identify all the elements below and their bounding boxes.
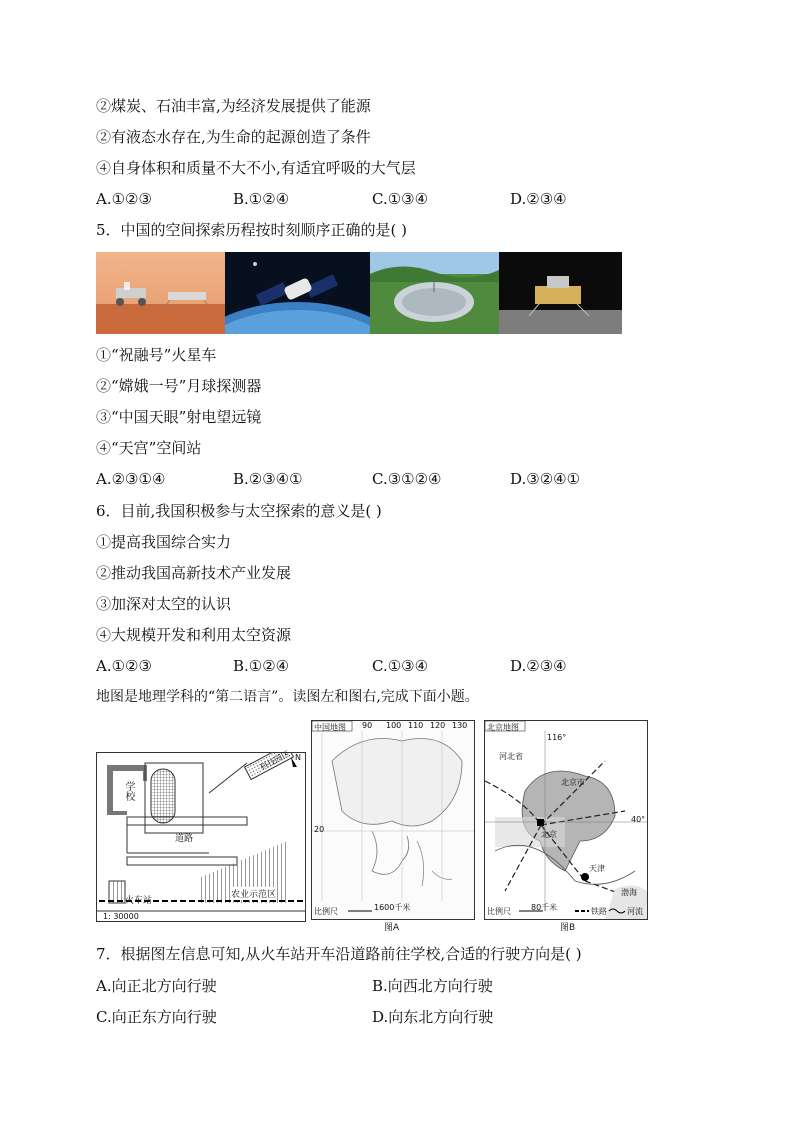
- map-a-title: 中国地图: [314, 723, 346, 732]
- map-a-lon-110: 110: [408, 721, 424, 730]
- q7-stem: 7．根据图左信息可知,从火车站开车沿道路前往学校,合适的行驶方向是( ): [96, 945, 582, 963]
- prev-option-c: C.①③④: [372, 190, 429, 208]
- map-b-bohai: 渤海: [621, 888, 637, 897]
- lunar-probe-photo: [499, 252, 622, 334]
- q5-item-4: ④“天宫”空间站: [96, 439, 202, 457]
- q7-option-a: A.向正北方向行驶: [96, 977, 217, 995]
- map-a-scale-label: 比例尺: [314, 907, 338, 916]
- agri-label: 农业示范区: [231, 887, 276, 900]
- q6-option-b: B.①②④: [233, 657, 290, 675]
- q5-option-c: C.③①②④: [372, 470, 442, 488]
- prev-item-1: ②煤炭、石油丰富,为经济发展提供了能源: [96, 97, 371, 115]
- beijing-map: [484, 720, 648, 920]
- scale-label: 1: 30000: [103, 912, 139, 921]
- q5-option-d: D.③②④①: [510, 470, 581, 488]
- map-b-beijing: 北京: [541, 830, 557, 839]
- map-b-tianjin: 天津: [589, 864, 605, 873]
- q6-option-d: D.②③④: [510, 657, 567, 675]
- q6-item-1: ①提高我国综合实力: [96, 533, 232, 551]
- map-b-lat: 40°: [631, 815, 646, 824]
- prev-option-b: B.①②④: [233, 190, 290, 208]
- map-a-caption: 图A: [384, 923, 400, 933]
- map-a-lon-100: 100: [386, 721, 402, 730]
- map-b-hebei: 河北省: [499, 752, 523, 761]
- map-a-lon-90: 90: [362, 721, 373, 730]
- space-station-photo: [225, 252, 370, 334]
- q6-item-4: ④大规模开发和利用太空资源: [96, 626, 292, 644]
- q6-option-c: C.①③④: [372, 657, 429, 675]
- north-label: N: [295, 753, 301, 762]
- q7-option-d: D.向东北方向行驶: [372, 1008, 494, 1026]
- q5-option-b: B.②③④①: [233, 470, 303, 488]
- map-a-lat-20: 20: [314, 825, 325, 834]
- prev-option-d: D.②③④: [510, 190, 567, 208]
- china-map: [311, 720, 475, 920]
- q5-option-a: A.②③①④: [96, 470, 166, 488]
- school-station-map: [96, 749, 306, 922]
- map-b-scale-value: 80千米: [531, 903, 558, 912]
- mars-rover-photo: [96, 252, 225, 334]
- map-b-caption: 图B: [560, 923, 576, 933]
- tech-park-label: 科技园区: [258, 749, 292, 772]
- prev-item-2: ②有液态水存在,为生命的起源创造了条件: [96, 128, 371, 146]
- map-b-scale-label: 比例尺: [487, 907, 511, 916]
- q6-item-3: ③加深对太空的认识: [96, 595, 232, 613]
- q5-item-3: ③“中国天眼”射电望远镜: [96, 408, 262, 426]
- q5-stem: 5．中国的空间探索历程按时刻顺序正确的是( ): [96, 221, 408, 239]
- q6-item-2: ②推动我国高新技术产业发展: [96, 564, 292, 582]
- map-b-river-legend: 河流: [627, 907, 643, 916]
- map-a-scale-value: 1600千米: [374, 903, 411, 912]
- map-intro: 地图是地理学科的“第二语言”。读图左和图右,完成下面小题。: [96, 689, 479, 705]
- map-a-lon-120: 120: [430, 721, 446, 730]
- map-b-lon: 116°: [547, 733, 567, 742]
- road-label: 道路: [175, 834, 194, 844]
- map-b-rail-legend: 铁路: [591, 907, 607, 916]
- map-b-title: 北京地图: [487, 723, 519, 732]
- station-label: 火车站: [125, 896, 153, 906]
- fast-telescope-photo: [370, 252, 499, 334]
- q6-option-a: A.①②③: [96, 657, 152, 675]
- q7-option-b: B.向西北方向行驶: [372, 977, 493, 995]
- q5-item-1: ①“祝融号”火星车: [96, 346, 217, 364]
- q5-item-2: ②“嫦娥一号”月球探测器: [96, 377, 262, 395]
- prev-option-a: A.①②③: [96, 190, 152, 208]
- school-label: 学校: [123, 781, 134, 801]
- q6-stem: 6．目前,我国积极参与太空探索的意义是( ): [96, 502, 382, 520]
- map-b-beijing-city: 北京市: [561, 778, 585, 787]
- q7-option-c: C.向正东方向行驶: [96, 1008, 217, 1026]
- map-a-lon-130: 130: [452, 721, 468, 730]
- prev-item-3: ④自身体积和质量不大不小,有适宜呼吸的大气层: [96, 159, 416, 177]
